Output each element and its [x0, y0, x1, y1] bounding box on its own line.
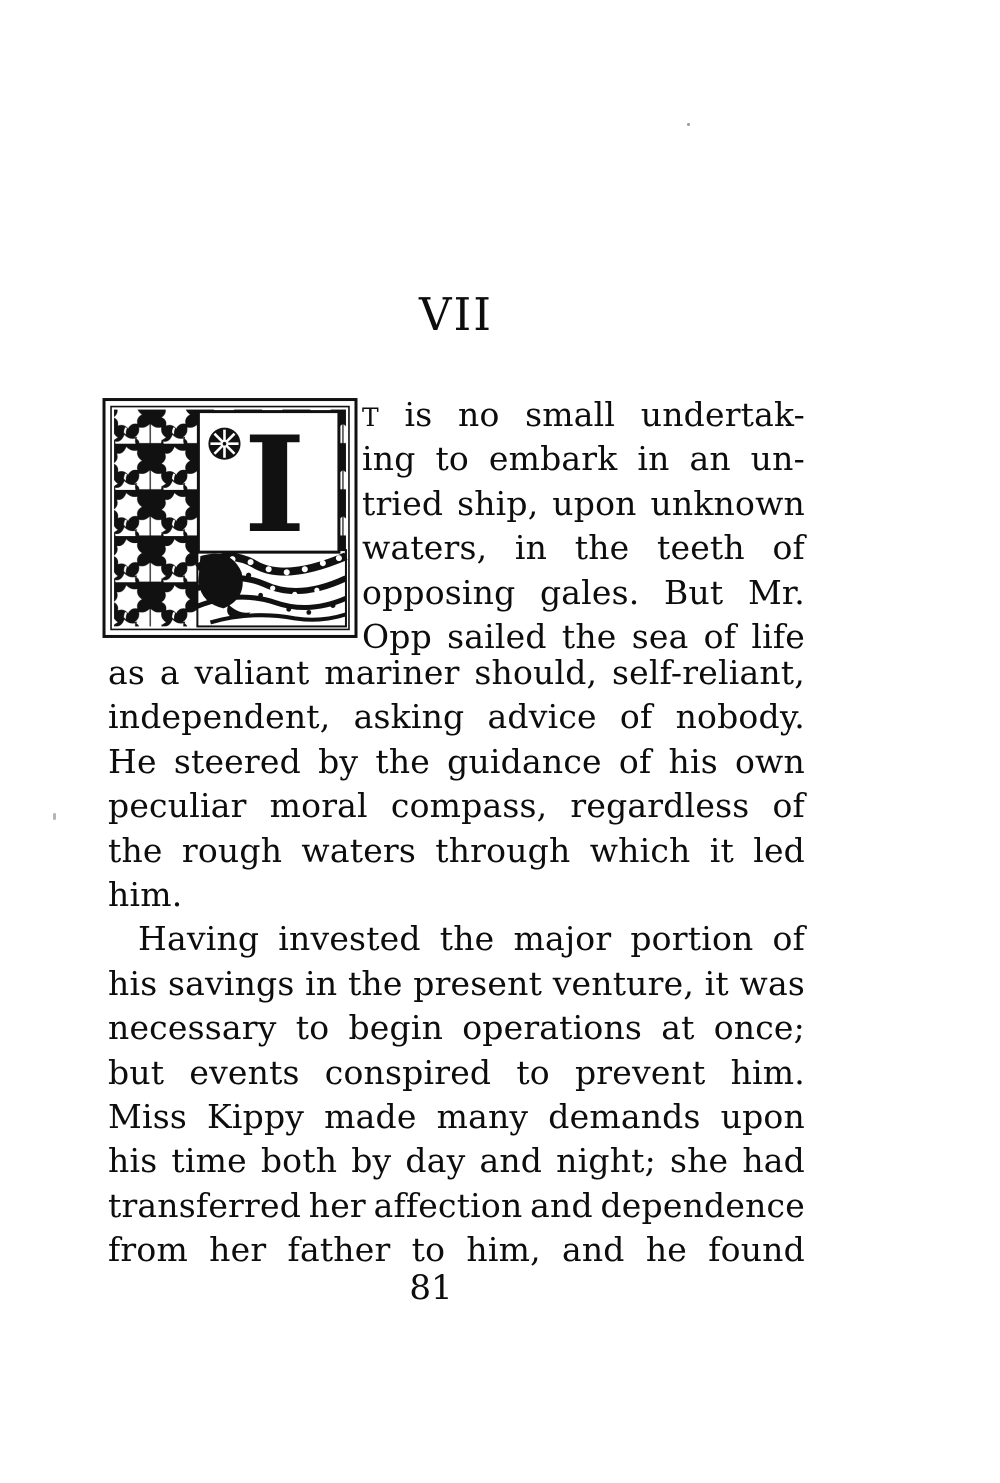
page-number: 81 [409, 1268, 453, 1308]
text-line: Having invested the major portion of [138, 919, 805, 959]
text-line: independent, asking advice of nobody. [108, 697, 805, 737]
scan-speck [53, 813, 56, 820]
text-line: T is no small undertak- [362, 395, 805, 434]
drop-cap-letter: I [243, 408, 306, 564]
drop-cap-ornament [102, 397, 358, 639]
text-line: He steered by the guidance of his own [108, 741, 805, 781]
text-line: his savings in the present venture, it was [108, 963, 805, 1003]
text-line: necessary to begin operations at once; [108, 1008, 805, 1048]
text-line: as a valiant mariner should, self-reliant, [108, 653, 805, 692]
rosette-icon [208, 428, 240, 460]
text-line: him. [108, 874, 183, 914]
text-line: the rough waters through which it led [108, 830, 805, 870]
initial-letter-box [198, 408, 339, 563]
text-line: Opp sailed the sea of life [362, 616, 805, 656]
paragraph-beside-dropcap [362, 393, 805, 659]
chapter-number-heading: VII [418, 288, 494, 341]
text-line: transferred her affection and dependence [108, 1185, 805, 1225]
text-line: his time both by day and night; she had [108, 1141, 805, 1181]
text-line: from her father to him, and he found [108, 1230, 805, 1270]
scan-speck [687, 123, 690, 126]
text-line: peculiar moral compass, regardless of [108, 786, 805, 826]
text-line: Miss Kippy made many demands upon [108, 1096, 805, 1136]
text-line: but events conspired to prevent him. [108, 1052, 805, 1092]
text-line: tried ship, upon unknown [362, 483, 805, 523]
text-line: opposing gales. But Mr. [362, 572, 805, 612]
drop-cap-initial [102, 397, 358, 639]
text-line: waters, in the teeth of [362, 528, 805, 568]
paragraph-1-continued [108, 651, 805, 917]
text-line: ing to embark in an un- [362, 439, 805, 479]
body-text [108, 651, 805, 1272]
paragraph-2 [108, 917, 805, 1272]
